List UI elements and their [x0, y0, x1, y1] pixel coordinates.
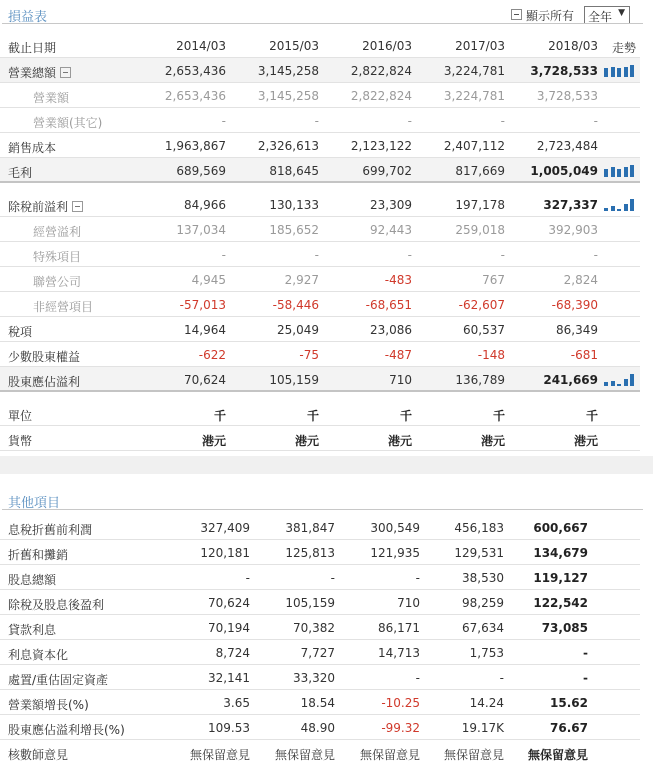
- table-cell: 327,409: [200, 521, 250, 535]
- col-header: 2016/03: [362, 39, 412, 53]
- table-cell: 129,531: [454, 546, 504, 560]
- table-cell: 3,145,258: [257, 64, 319, 78]
- table-cell: 3,728,533: [536, 89, 598, 103]
- table-cell: 2,723,484: [536, 139, 598, 153]
- row-label: 單位: [8, 409, 33, 423]
- table-cell: 港元: [294, 434, 319, 448]
- table-cell: 2,326,613: [257, 139, 319, 153]
- table-cell: 392,903: [548, 223, 598, 237]
- table-row: [0, 108, 640, 133]
- table-cell: -57,013: [179, 298, 226, 312]
- table-cell: 2,407,112: [443, 139, 505, 153]
- table-cell: -: [221, 114, 226, 128]
- sparkline-bar: [604, 68, 608, 77]
- table-cell: 1,963,867: [164, 139, 226, 153]
- col-header: 2015/03: [269, 39, 319, 53]
- col-header: 2014/03: [176, 39, 226, 53]
- table-row-gross-profit: [0, 158, 640, 183]
- sparkline-bar: [624, 379, 628, 386]
- row-label: 股東應佔溢利: [8, 375, 81, 389]
- row-label: 非經營項目: [33, 300, 94, 314]
- table-cell: 105,159: [285, 596, 335, 610]
- row-label: 稅項: [8, 325, 33, 339]
- table-cell: 港元: [387, 434, 412, 448]
- table-cell: 710: [397, 596, 420, 610]
- table-cell: -: [583, 646, 588, 660]
- table-cell: -: [415, 671, 420, 685]
- sparkline-bar: [624, 204, 628, 211]
- sparkline-bar: [624, 167, 628, 177]
- row-label: 營業額(其它): [33, 116, 103, 130]
- table-cell: 109.53: [208, 721, 250, 735]
- row-label: 少數股東權益: [8, 350, 81, 364]
- table-cell: 32,141: [208, 671, 250, 685]
- table-cell: 136,789: [455, 373, 505, 387]
- table-cell: 300,549: [370, 521, 420, 535]
- table-cell: 327,337: [543, 198, 598, 212]
- table-cell: 185,652: [269, 223, 319, 237]
- table-row: [0, 242, 640, 267]
- other-items-title: 其他項目: [8, 496, 61, 511]
- sparkline-bar: [611, 67, 615, 77]
- table-cell: -148: [477, 348, 505, 362]
- table-cell: 70,624: [184, 373, 226, 387]
- table-row: [0, 83, 640, 108]
- table-cell: 70,194: [208, 621, 250, 635]
- sparkline-bar: [617, 384, 621, 386]
- table-cell: 105,159: [269, 373, 319, 387]
- table-cell: 千: [585, 409, 598, 423]
- row-label: 利息資本化: [8, 648, 69, 662]
- row-label: 貸款利息: [8, 623, 57, 637]
- sparkline-chart[interactable]: [604, 163, 638, 177]
- sparkline-bar: [611, 167, 615, 177]
- table-cell: 121,935: [370, 546, 420, 560]
- table-cell: 14,964: [184, 323, 226, 337]
- table-row: [0, 565, 640, 590]
- row-label: 營業額: [33, 91, 70, 105]
- table-cell: 千: [492, 409, 505, 423]
- row-label: 經營溢利: [33, 225, 82, 239]
- period-select[interactable]: [584, 6, 630, 24]
- table-cell: -68,651: [365, 298, 412, 312]
- sparkline-bar: [624, 67, 628, 77]
- table-cell: 48.90: [300, 721, 335, 735]
- table-cell: 千: [399, 409, 412, 423]
- table-row: [0, 615, 640, 640]
- table-cell: 23,086: [370, 323, 412, 337]
- table-cell: 2,824: [563, 273, 598, 287]
- table-cell: -483: [384, 273, 412, 287]
- sparkline-bar: [630, 65, 634, 77]
- table-row-attributable-profit: [0, 367, 640, 392]
- table-cell: -: [593, 248, 598, 262]
- table-cell: 千: [213, 409, 226, 423]
- table-row: [0, 267, 640, 292]
- sparkline-bar: [604, 208, 608, 211]
- income-statement-title: 損益表: [8, 10, 48, 25]
- table-cell: 14.24: [469, 696, 504, 710]
- table-cell: 25,049: [277, 323, 319, 337]
- table-cell: -: [583, 671, 588, 685]
- sparkline-bar: [617, 169, 621, 177]
- section-divider: [0, 456, 653, 474]
- table-cell: 15.62: [550, 696, 588, 710]
- table-cell: 港元: [201, 434, 226, 448]
- table-row-pretax-profit: [0, 192, 640, 217]
- table-cell: 無保留意見: [189, 748, 250, 762]
- row-label: 除稅前溢利: [8, 200, 69, 214]
- table-cell: 33,320: [293, 671, 335, 685]
- table-cell: 92,443: [370, 223, 412, 237]
- sparkline-bar: [611, 206, 615, 211]
- table-cell: -: [593, 114, 598, 128]
- show-all-label[interactable]: 顯示所有: [526, 9, 575, 23]
- table-cell: 無保留意見: [274, 748, 335, 762]
- table-cell: 2,822,824: [350, 89, 412, 103]
- table-row-revenue-total: [0, 58, 640, 83]
- table-cell: 3.65: [223, 696, 250, 710]
- row-label: 銷售成本: [8, 141, 57, 155]
- table-cell: -622: [198, 348, 226, 362]
- table-row: [0, 740, 640, 765]
- table-row: [0, 590, 640, 615]
- table-cell: 125,813: [285, 546, 335, 560]
- table-cell: -: [330, 571, 335, 585]
- chevron-down-icon: ▼: [618, 8, 625, 18]
- table-cell: 8,724: [215, 646, 250, 660]
- table-cell: -68,390: [551, 298, 598, 312]
- table-cell: 港元: [480, 434, 505, 448]
- collapse-toggle-icon[interactable]: [60, 67, 71, 78]
- row-label: 息稅折舊前利潤: [8, 523, 93, 537]
- row-label: 營業總額: [8, 66, 57, 80]
- table-cell: 無保留意見: [359, 748, 420, 762]
- table-cell: 241,669: [543, 373, 598, 387]
- table-cell: 98,259: [462, 596, 504, 610]
- table-row: [0, 640, 640, 665]
- table-cell: 600,667: [533, 521, 588, 535]
- table-cell: 699,702: [362, 164, 412, 178]
- table-cell: -: [500, 114, 505, 128]
- sparkline-bar: [604, 169, 608, 177]
- col-header: 2017/03: [455, 39, 505, 53]
- table-cell: 2,653,436: [164, 89, 226, 103]
- table-cell: 1,005,049: [530, 164, 598, 178]
- table-cell: 1,753: [469, 646, 504, 660]
- column-header-row: [0, 33, 640, 58]
- table-cell: -75: [299, 348, 319, 362]
- table-cell: 3,145,258: [257, 89, 319, 103]
- table-cell: 3,224,781: [443, 64, 505, 78]
- row-label: 股東應佔溢利增長(%): [8, 723, 125, 737]
- table-cell: 134,679: [533, 546, 588, 560]
- income-statement-header: [0, 0, 653, 24]
- table-cell: 2,653,436: [164, 64, 226, 78]
- table-cell: 70,624: [208, 596, 250, 610]
- date-header-label: 截止日期: [8, 41, 57, 55]
- table-cell: 76.67: [550, 721, 588, 735]
- row-label: 營業額增長(%): [8, 698, 89, 712]
- table-cell: 67,634: [462, 621, 504, 635]
- table-cell: -: [407, 248, 412, 262]
- table-cell: 60,537: [463, 323, 505, 337]
- table-cell: 767: [482, 273, 505, 287]
- table-cell: 無保留意見: [527, 748, 588, 762]
- table-cell: -10.25: [381, 696, 420, 710]
- sparkline-chart[interactable]: [604, 63, 638, 77]
- table-cell: 710: [389, 373, 412, 387]
- table-row-currency: [0, 426, 640, 451]
- table-cell: 無保留意見: [443, 748, 504, 762]
- table-cell: -: [314, 114, 319, 128]
- table-cell: 119,127: [533, 571, 588, 585]
- table-cell: -: [500, 248, 505, 262]
- row-label: 股息總額: [8, 573, 57, 587]
- table-row: [0, 342, 640, 367]
- table-cell: 14,713: [378, 646, 420, 660]
- table-cell: -: [221, 248, 226, 262]
- sparkline-chart[interactable]: [604, 197, 638, 211]
- table-cell: 86,171: [378, 621, 420, 635]
- table-cell: 19.17K: [461, 721, 504, 735]
- sparkline-bar: [611, 381, 615, 386]
- table-cell: 38,530: [462, 571, 504, 585]
- other-items-header: [0, 486, 653, 510]
- table-row: [0, 690, 640, 715]
- table-cell: -: [245, 571, 250, 585]
- period-select-value: 全年: [588, 10, 613, 24]
- table-cell: -: [499, 671, 504, 685]
- table-cell: -: [314, 248, 319, 262]
- sparkline-bar: [617, 68, 621, 77]
- table-cell: 3,224,781: [443, 89, 505, 103]
- table-cell: 689,569: [176, 164, 226, 178]
- table-cell: 23,309: [370, 198, 412, 212]
- table-cell: 18.54: [300, 696, 335, 710]
- table-row: [0, 133, 640, 158]
- table-cell: -: [415, 571, 420, 585]
- col-header: 2018/03: [548, 39, 598, 53]
- sparkline-bar: [630, 374, 634, 386]
- table-cell: 84,966: [184, 198, 226, 212]
- table-cell: -62,607: [458, 298, 505, 312]
- table-cell: 137,034: [176, 223, 226, 237]
- table-cell: 197,178: [455, 198, 505, 212]
- table-cell: 86,349: [556, 323, 598, 337]
- table-row: [0, 540, 640, 565]
- row-label: 特殊項目: [33, 250, 82, 264]
- row-label: 處置/重估固定資產: [8, 673, 109, 687]
- table-cell: -99.32: [381, 721, 420, 735]
- table-cell: 381,847: [285, 521, 335, 535]
- sparkline-bar: [630, 165, 634, 177]
- table-row: [0, 217, 640, 242]
- table-cell: 2,822,824: [350, 64, 412, 78]
- table-cell: 2,927: [284, 273, 319, 287]
- row-label: 貨幣: [8, 434, 33, 448]
- table-cell: 73,085: [541, 621, 588, 635]
- table-cell: 259,018: [455, 223, 505, 237]
- table-cell: -681: [570, 348, 598, 362]
- table-cell: 120,181: [200, 546, 250, 560]
- sparkline-bar: [630, 199, 634, 211]
- table-cell: 456,183: [454, 521, 504, 535]
- table-row: [0, 317, 640, 342]
- table-cell: 818,645: [269, 164, 319, 178]
- trend-header: 走勢: [612, 41, 637, 55]
- table-cell: 817,669: [455, 164, 505, 178]
- table-cell: 千: [306, 409, 319, 423]
- sparkline-bar: [617, 209, 621, 211]
- row-label: 折舊和攤銷: [8, 548, 69, 562]
- table-cell: 4,945: [191, 273, 226, 287]
- table-cell: 130,133: [269, 198, 319, 212]
- show-all-checkbox[interactable]: [511, 9, 522, 20]
- sparkline-bar: [604, 382, 608, 386]
- table-cell: 7,727: [300, 646, 335, 660]
- row-label: 聯營公司: [33, 275, 82, 289]
- table-row: [0, 292, 640, 317]
- table-row-unit: [0, 401, 640, 426]
- table-cell: 2,123,122: [350, 139, 412, 153]
- table-cell: 70,382: [293, 621, 335, 635]
- sparkline-chart[interactable]: [604, 372, 638, 386]
- table-cell: -: [407, 114, 412, 128]
- table-row: [0, 715, 640, 740]
- row-label: 毛利: [8, 166, 33, 180]
- table-row: [0, 665, 640, 690]
- table-cell: -487: [384, 348, 412, 362]
- collapse-toggle-icon[interactable]: [72, 201, 83, 212]
- row-label: 除稅及股息後盈利: [8, 598, 105, 612]
- row-label: 核數師意見: [8, 748, 69, 762]
- table-cell: 港元: [573, 434, 598, 448]
- table-row: [0, 515, 640, 540]
- table-cell: 3,728,533: [530, 64, 598, 78]
- table-cell: -58,446: [272, 298, 319, 312]
- table-cell: 122,542: [533, 596, 588, 610]
